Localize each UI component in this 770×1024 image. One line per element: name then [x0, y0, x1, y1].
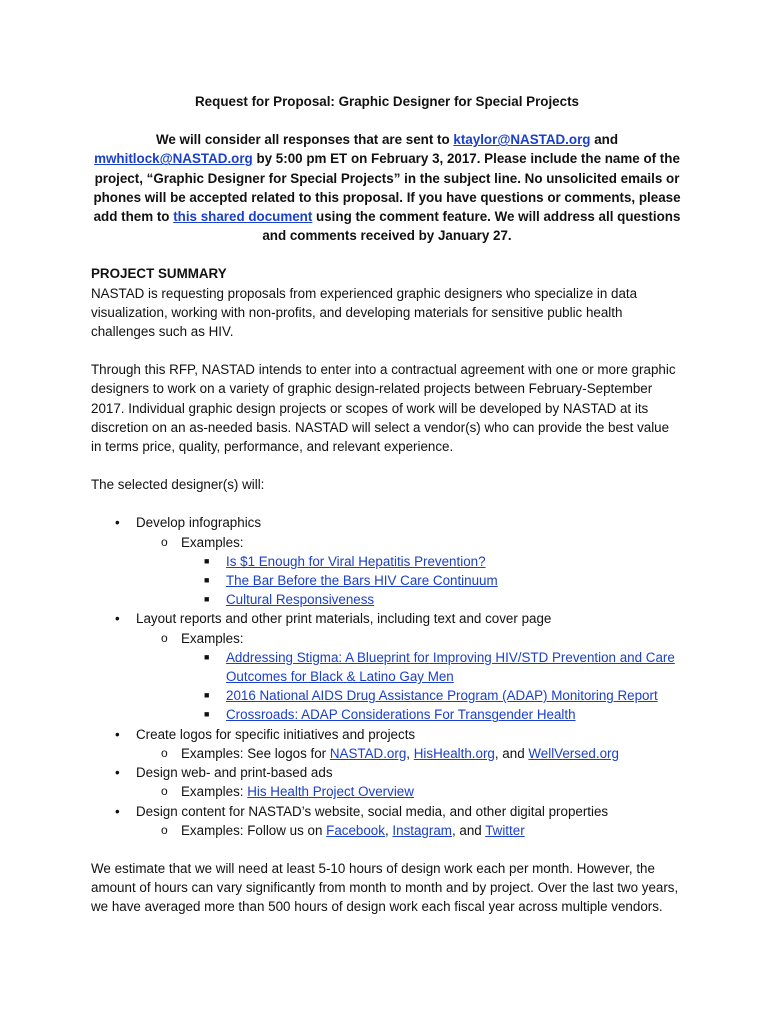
- list-item: [91, 513, 683, 532]
- list-item: [91, 725, 683, 744]
- circle-bullet-icon: o: [161, 534, 168, 549]
- circle-bullet-icon: o: [161, 822, 168, 837]
- square-bullet-icon: ■: [204, 594, 210, 605]
- list-subitem: [91, 533, 683, 552]
- closing-paragraph: We estimate that we will need at least 5-10 hours of design work each per month. However, the amount of hours can vary significantly from month to month and by project. Over the last two years, we have averaged more than 500 hours of design work each fiscal year across multiple vendors.: [91, 860, 679, 915]
- facebook-link[interactable]: Facebook: [326, 822, 385, 838]
- bullet-icon: •: [115, 765, 120, 781]
- email-link-ktaylor[interactable]: ktaylor@NASTAD.org: [453, 132, 591, 148]
- notice-text-2: and: [590, 132, 618, 148]
- hishealth-link[interactable]: HisHealth.org: [413, 745, 495, 761]
- example-link[interactable]: The Bar Before the Bars HIV Care Continuum: [226, 573, 498, 589]
- project-summary-heading: PROJECT SUMMARY: [91, 266, 227, 282]
- separator-text: ,: [406, 745, 414, 761]
- square-bullet-icon: ■: [204, 651, 210, 662]
- list-subsubitem: [91, 590, 683, 609]
- notice-text-1: We will consider all responses that are sent to: [155, 132, 454, 148]
- list-item-label: Design content for NASTAD’s website, social media, and other digital properties: [136, 803, 609, 819]
- document-page: [91, 92, 683, 936]
- submission-notice: [91, 130, 683, 245]
- list-item-label: Create logos for specific initiatives and projects: [136, 726, 416, 742]
- list-subitem-label: Examples:: [181, 534, 244, 550]
- list-subitem-prefix: Examples: See logos for: [181, 745, 330, 761]
- bullet-icon: •: [115, 611, 120, 627]
- twitter-link[interactable]: Twitter: [485, 822, 525, 838]
- notice-text-4: using the comment feature. We will address all questions and comments received by January 27.: [262, 209, 681, 244]
- list-subitem: [91, 744, 683, 763]
- wellversed-link[interactable]: WellVersed.org: [528, 745, 619, 761]
- separator-text: ,: [384, 822, 393, 838]
- list-item: [91, 763, 683, 782]
- bullet-icon: •: [115, 726, 120, 742]
- list-item-label: Develop infographics: [136, 515, 262, 531]
- notice-text-3: by 5:00 pm ET on February 3, 2017. Please include the name of the project, “Graphic Designer for Special Projects” in the subject line. No unsolicited emails or phones will be accepted related to this proposal. If you have questions or comments, please add them to: [93, 151, 681, 225]
- example-link[interactable]: 2016 National AIDS Drug Assistance Program (ADAP) Monitoring Report: [226, 688, 658, 704]
- list-subitem-prefix: Examples: Follow us on: [181, 822, 327, 838]
- instagram-link[interactable]: Instagram: [392, 822, 452, 838]
- example-link[interactable]: Is $1 Enough for Viral Hepatitis Prevention?: [226, 553, 486, 569]
- summary-paragraph-1: NASTAD is requesting proposals from experienced graphic designers who specialize in data visualization, working with non-profits, and developing materials for sensitive public health challenges such as HIV.: [91, 285, 638, 340]
- separator-text: , and: [451, 822, 486, 838]
- list-subsubitem: [91, 686, 683, 705]
- circle-bullet-icon: o: [161, 630, 168, 645]
- list-item-label: Layout reports and other print materials, including text and cover page: [136, 611, 552, 627]
- bullet-icon: •: [115, 515, 120, 531]
- list-subitem: [91, 629, 683, 648]
- example-link[interactable]: Addressing Stigma: A Blueprint for Improving HIV/STD Prevention and Care Outcomes for Black & Latino Gay Men: [226, 649, 675, 685]
- list-item-label: Design web- and print-based ads: [136, 765, 333, 781]
- email-link-mwhitlock[interactable]: mwhitlock@NASTAD.org: [94, 151, 253, 167]
- square-bullet-icon: ■: [204, 709, 210, 720]
- list-subitem: [91, 821, 683, 840]
- example-link[interactable]: Crossroads: ADAP Considerations For Transgender Health: [226, 707, 576, 723]
- document-title: Request for Proposal: Graphic Designer for Special Projects: [195, 94, 579, 109]
- square-bullet-icon: ■: [204, 555, 210, 566]
- nastad-link[interactable]: NASTAD.org: [329, 745, 407, 761]
- separator-text: , and: [494, 745, 529, 761]
- list-subitem-label: Examples:: [181, 630, 244, 646]
- summary-paragraph-2: Through this RFP, NASTAD intends to enter into a contractual agreement with one or more graphic designers to work on a variety of graphic design-related projects between February-September 2017. Individual graphic design projects or scopes of work will be developed by NASTAD at its discretion on an as-needed basis. NASTAD will select a vendor(s) who can provide the best value in terms price, quality, performance, and relevant experience.: [91, 362, 676, 455]
- list-subsubitem: [91, 552, 683, 571]
- list-subsubitem: [91, 705, 683, 724]
- list-subitem: [91, 782, 683, 801]
- deliverables-list: [91, 513, 683, 839]
- square-bullet-icon: ■: [204, 575, 210, 586]
- list-subsubitem: [91, 571, 683, 590]
- square-bullet-icon: ■: [204, 690, 210, 701]
- list-subsubitem: [91, 648, 683, 686]
- example-link[interactable]: Cultural Responsiveness: [226, 592, 375, 608]
- bullet-icon: •: [115, 803, 120, 819]
- summary-paragraph-3: The selected designer(s) will:: [91, 477, 265, 493]
- circle-bullet-icon: o: [161, 784, 168, 799]
- circle-bullet-icon: o: [161, 745, 168, 760]
- list-item: [91, 609, 683, 628]
- his-health-overview-link[interactable]: His Health Project Overview: [247, 784, 414, 800]
- list-item: [91, 802, 683, 821]
- list-subitem-prefix: Examples:: [181, 784, 248, 800]
- shared-document-link[interactable]: this shared document: [173, 209, 313, 225]
